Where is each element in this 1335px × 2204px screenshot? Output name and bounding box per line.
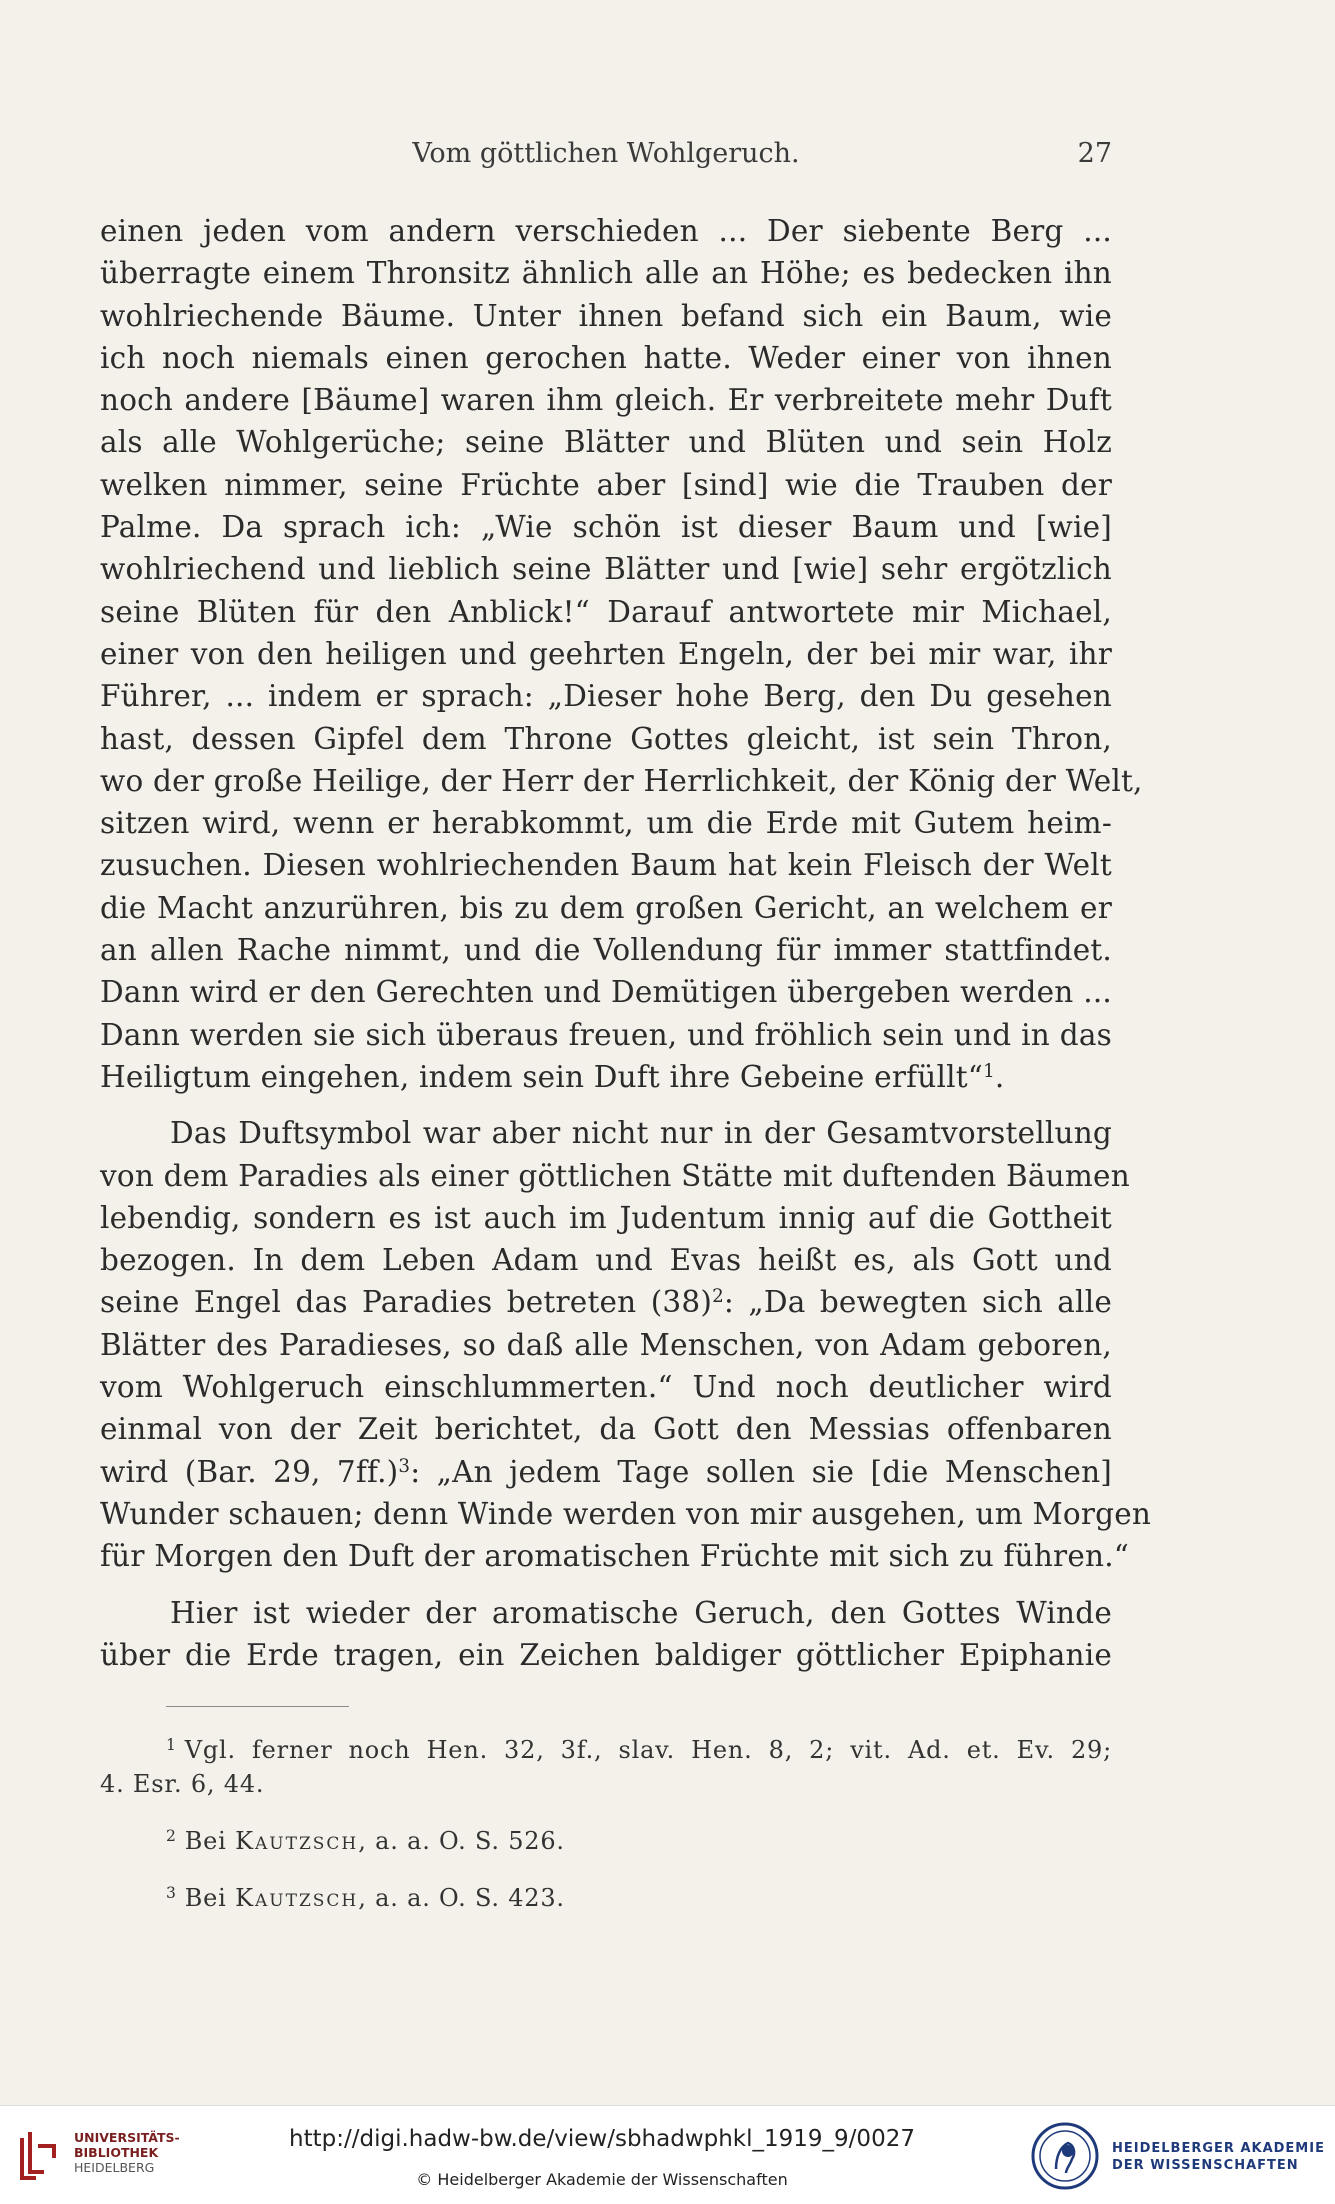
academy-name[interactable] <box>1112 2140 1325 2174</box>
footnote-line <box>100 1876 1112 1915</box>
paragraph-2 <box>100 1112 1152 1577</box>
text-line: vom Wohlgeruch einschlummerten.“ Und noch deutlicher wird <box>100 1370 1112 1405</box>
footnote-line <box>100 1819 1112 1858</box>
text-line: überragte einem Thronsitz ähnlich alle an Höhe; es bedecken ihn <box>100 256 1112 291</box>
text-fragment: : „Da bewegten sich alle <box>723 1285 1112 1320</box>
text-line: einer von den heiligen und geehrten Engeln, der bei mir war, ihr <box>100 636 1112 671</box>
footnote-mark: 2 <box>166 1826 177 1845</box>
text-line: Hier ist wieder der aromatische Geruch, den Gottes Winde <box>170 1595 1112 1630</box>
library-name-line: HEIDELBERG <box>74 2160 155 2175</box>
text-line: Dann wird er den Gerechten und Demütigen übergeben werden ... <box>100 975 1112 1010</box>
text-line: über die Erde tragen, ein Zeichen baldiger göttlicher Epiphanie <box>100 1637 1112 1672</box>
viewer-footer <box>0 2105 1335 2204</box>
academy-seal-icon[interactable] <box>1030 2121 1100 2191</box>
text-line: Führer, ... indem er sprach: „Dieser hohe Berg, den Du gesehen <box>100 679 1112 714</box>
footnote-line <box>100 1728 1112 1767</box>
footnote-text: Bei <box>184 1883 227 1912</box>
text-line: lebendig, sondern es ist auch im Judentum innig auf die Gottheit <box>100 1200 1112 1235</box>
text-line: zusuchen. Diesen wohlriechenden Baum hat kein Fleisch der Welt <box>100 848 1112 883</box>
text-line <box>100 1451 1112 1493</box>
text-line: Blätter des Paradieses, so daß alle Menschen, von Adam geboren, <box>100 1327 1112 1362</box>
body-text <box>100 210 1152 1676</box>
paragraph-1 <box>100 210 1143 1098</box>
running-title: Vom göttlichen Wohlgeruch. <box>412 138 800 169</box>
page-number: 27 <box>1077 138 1112 169</box>
running-head <box>100 138 1112 178</box>
text-line: von dem Paradies als einer göttlichen Stätte mit duftenden Bäumen <box>100 1158 1130 1193</box>
copyright-notice: © Heidelberger Akademie der Wissenschaften <box>416 2170 788 2189</box>
text-fragment: seine Engel das Paradies betreten (38) <box>100 1285 713 1320</box>
text-line: seine Blüten für den Anblick!“ Darauf antwortete mir Michael, <box>100 594 1112 629</box>
library-name-line: UNIVERSITÄTS- <box>74 2130 180 2145</box>
text-line: die Macht anzurühren, bis zu dem großen Gericht, an welchem er <box>100 890 1112 925</box>
footnote-ref-1[interactable]: 1 <box>983 1060 995 1082</box>
footnote-text: , a. a. O. S. 526. <box>358 1826 565 1855</box>
text-line: einmal von der Zeit berichtet, da Gott den Messias offenbaren <box>100 1412 1112 1447</box>
text-fragment: : „An jedem Tage sollen sie [die Menschen] <box>410 1454 1112 1489</box>
footnote-2 <box>100 1819 1112 1858</box>
text-line: Das Duftsymbol war aber nicht nur in der Gesamtvorstellung <box>170 1116 1112 1151</box>
footnote-mark: 1 <box>166 1736 177 1754</box>
library-name[interactable] <box>74 2130 180 2175</box>
text-line: hast, dessen Gipfel dem Throne Gottes gleicht, ist sein Thron, <box>100 721 1112 756</box>
footnote-3 <box>100 1876 1112 1915</box>
text-line: wo der große Heilige, der Herr der Herrlichkeit, der König der Welt, <box>100 763 1143 798</box>
text-line: für Morgen den Duft der aromatischen Früchte mit sich zu führen.“ <box>100 1539 1130 1574</box>
footnote-ref-3[interactable]: 3 <box>398 1455 411 1477</box>
footnote-text: Bei <box>184 1826 227 1855</box>
text-line: welken nimmer, seine Früchte aber [sind] wie die Trauben der <box>100 467 1112 502</box>
text-fragment: wird (Bar. 29, 7ff.) <box>100 1454 399 1489</box>
university-library-logo-icon[interactable] <box>16 2128 60 2184</box>
text-line <box>100 1056 1112 1098</box>
text-line: sitzen wird, wenn er herabkommt, um die Erde mit Gutem heim- <box>100 806 1112 841</box>
text-line <box>100 1281 1112 1323</box>
academy-name-line: HEIDELBERGER AKADEMIE <box>1112 2141 1325 2156</box>
text-line: an allen Rache nimmt, und die Vollendung für immer stattfindet. <box>100 933 1112 968</box>
paragraph-3 <box>100 1592 1112 1677</box>
footnote-mark: 3 <box>166 1883 177 1902</box>
text-line: Dann werden sie sich überaus freuen, und fröhlich sein und in das <box>100 1017 1112 1052</box>
text-line: wohlriechende Bäume. Unter ihnen befand sich ein Baum, wie <box>100 298 1112 333</box>
text-line: noch andere [Bäume] waren ihm gleich. Er verbreitete mehr Duft <box>100 383 1112 418</box>
text-line: Palme. Da sprach ich: „Wie schön ist dieser Baum und [wie] <box>100 510 1112 545</box>
footnote-1 <box>100 1728 1112 1801</box>
text-line: als alle Wohlgerüche; seine Blätter und Blüten und sein Holz <box>100 425 1112 460</box>
permalink-url[interactable]: http://digi.hadw-bw.de/view/sbhadwphkl_1919_9/0027 <box>289 2126 915 2152</box>
footnote-rule <box>166 1706 349 1707</box>
text-line: wohlriechend und lieblich seine Blätter und [wie] sehr ergötzlich <box>100 552 1112 587</box>
text-fragment: Heiligtum eingehen, indem sein Duft ihre Gebeine erfüllt“ <box>100 1059 984 1094</box>
text-line: ich noch niemals einen gerochen hatte. Weder einer von ihnen <box>100 340 1112 375</box>
author-name: Kautzsch <box>235 1883 359 1912</box>
text-line: einen jeden vom andern verschieden ... Der siebente Berg ... <box>100 214 1112 248</box>
text-fragment: . <box>994 1059 1005 1094</box>
footnote-text: , a. a. O. S. 423. <box>358 1883 565 1912</box>
author-name: Kautzsch <box>235 1826 359 1855</box>
footnotes <box>100 1728 1112 1932</box>
library-name-line: BIBLIOTHEK <box>74 2145 159 2160</box>
footnote-line: 4. Esr. 6, 44. <box>100 1769 265 1798</box>
footnote-text: Vgl. ferner noch Hen. 32, 3f., slav. Hen. 8, 2; vit. Ad. et. Ev. 29; <box>184 1735 1112 1764</box>
text-line: Wunder schauen; denn Winde werden von mir ausgehen, um Morgen <box>100 1496 1152 1531</box>
text-line: bezogen. In dem Leben Adam und Evas heißt es, als Gott und <box>100 1243 1112 1278</box>
academy-name-line: DER WISSENSCHAFTEN <box>1112 2158 1299 2173</box>
footnote-ref-2[interactable]: 2 <box>712 1286 724 1308</box>
